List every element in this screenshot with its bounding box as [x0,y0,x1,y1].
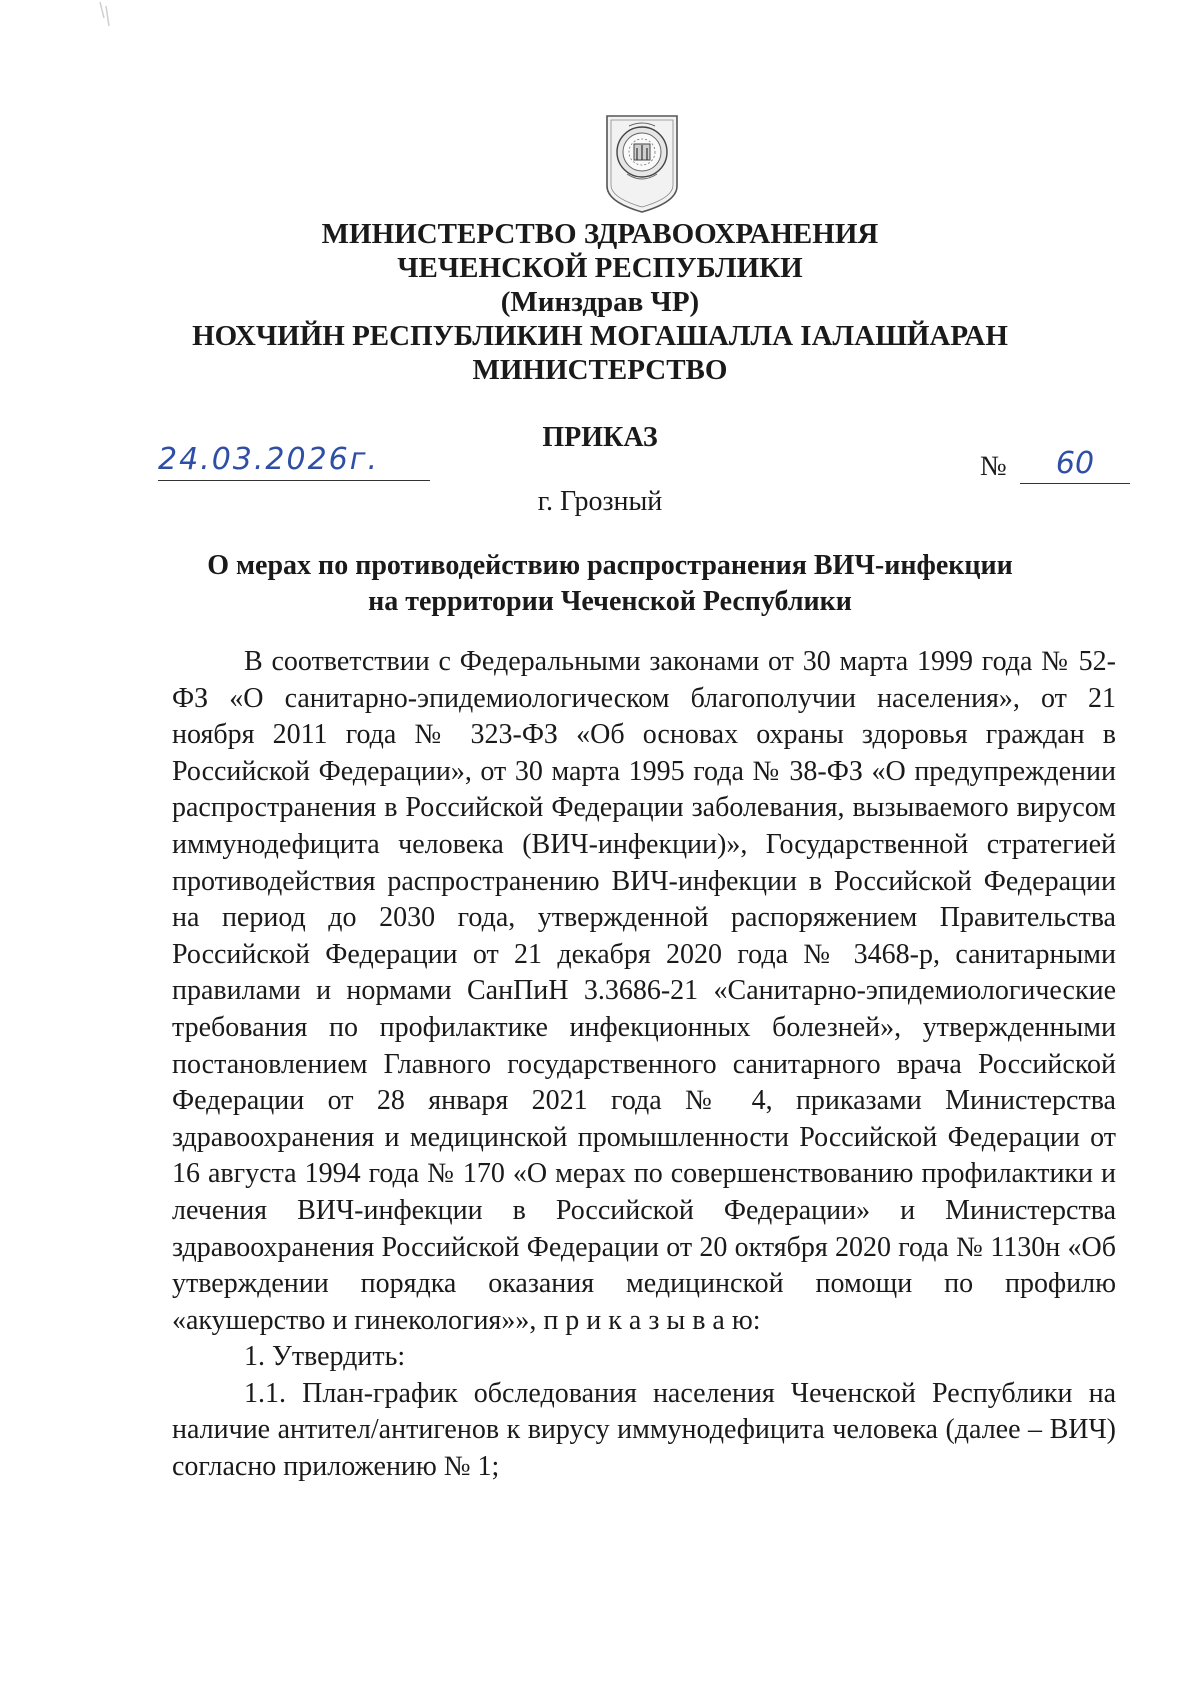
order-preamble: В соответствии с Федеральными законами от 30 марта 1999 года № 52-ФЗ «О санитарно-эпидемиологическом благополучии населения», от 21 ноября 2011 года № 323-ФЗ «Об основах охраны здоровья граждан в Российской Федерации», от 30 марта 1995 года № 38-ФЗ «О предупреждении распространения в Российской Федерации заболевания, вызываемого вирусом иммунодефицита человека (ВИЧ-инфекции)», Государственной стратегией противодействия распространению ВИЧ-инфекции в Российской Федерации на период до 2030 года, утвержденной распоряжением Правительства Российской Федерации от 21 декабря 2020 года № 3468-р, санитарными правилами и нормами СанПиН 3.3686-21 «Санитарно-эпидемиологические требования по профилактике инфекционных болезней», утвержденными постановлением Главного государственного санитарного врача Российской Федерации от 28 января 2021 года № 4, приказами Министерства здравоохранения и медицинской промышленности Российской Федерации от 16 августа 1994 года № 170 «О мерах по совершенствованию профилактики и лечения ВИЧ-инфекции в Российской Федерации» и Министерства здравоохранения Российской Федерации от 20 октября 2020 года № 1130н «Об утверждении порядка оказания медицинской помощи по профилю «акушерство и гинекология»», п р и к а з ы в а ю: [172,646,1116,1336]
ministry-abbreviation: (Минздрав ЧР) [500,286,700,318]
order-date-handwritten: 24.03.2026г. [158,440,430,481]
ministry-name-line-2: ЧЕЧЕНСКОЙ РЕСПУБЛИКИ [397,252,803,284]
ministry-name-chechen-line-1: НОХЧИЙН РЕСПУБЛИКИН МОГАШАЛЛА IАЛАШЙАРАН [192,320,1008,352]
order-subject-line-2: на территории Чеченской Республики [368,586,852,617]
ministry-header [0,217,1200,387]
scan-mark [96,0,116,40]
order-item-1-1: 1.1. План-график обследования населения Чеченской Республики на наличие антител/антигенов к вирусу иммунодефицита человека (далее – ВИЧ) согласно приложению № 1; [172,1377,1116,1483]
ministry-name-chechen-line-2: МИНИСТЕРСТВО [472,354,728,386]
coat-of-arms-icon [603,112,681,214]
order-subject-line-1: О мерах по противодействию распространения ВИЧ-инфекции [207,550,1013,581]
order-item-1: 1. Утвердить: [244,1341,406,1373]
order-subject [200,548,1020,620]
order-number-sign: № [980,451,1007,482]
order-city: г. Грозный [537,486,663,517]
order-number-handwritten: 60 [1020,445,1130,484]
ministry-name-line-1: МИНИСТЕРСТВО ЗДРАВООХРАНЕНИЯ [321,218,879,250]
order-title: ПРИКАЗ [542,422,658,453]
order-body [172,644,1116,1486]
